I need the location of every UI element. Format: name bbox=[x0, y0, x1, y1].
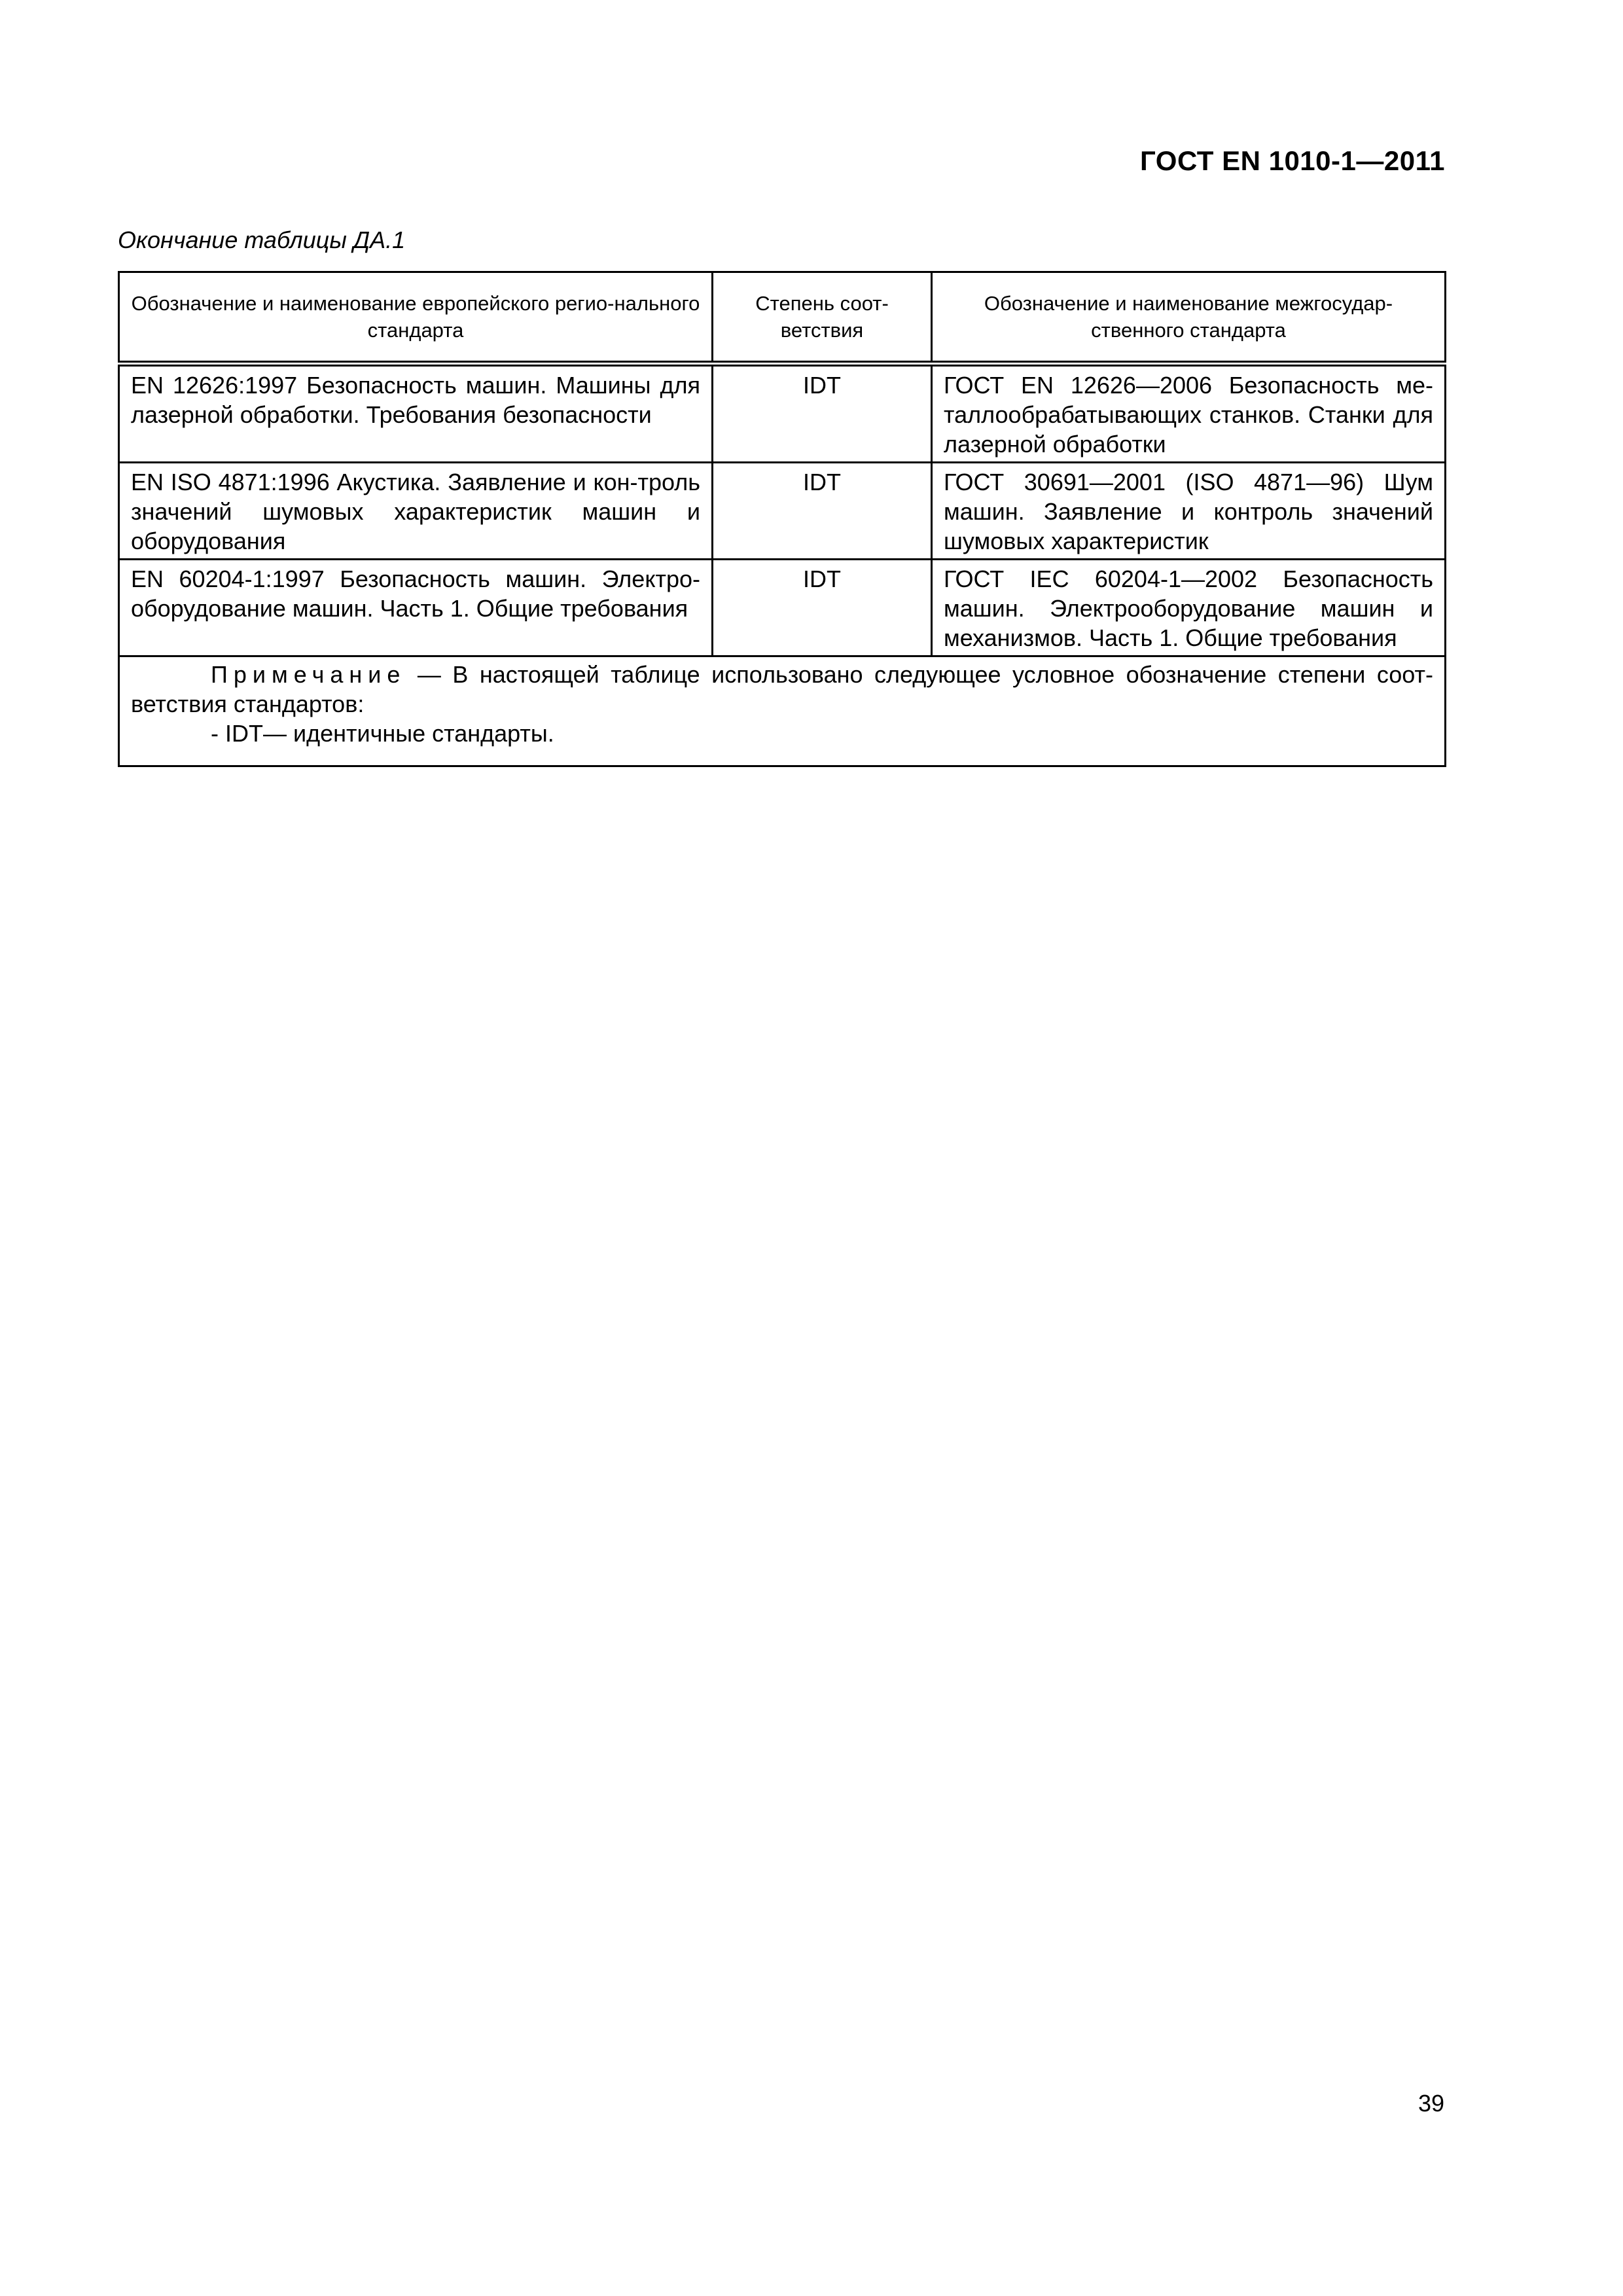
interstate-standard-cell: ГОСТ IEC 60204-1—2002 Безопасность машин. Электрооборудование машин и механизмов. Часть 1. Общие требования bbox=[932, 560, 1446, 656]
table-caption: Окончание таблицы ДА.1 bbox=[118, 226, 406, 253]
table-note bbox=[119, 656, 1446, 766]
table-note-row bbox=[119, 656, 1446, 766]
degree-cell: IDT bbox=[713, 560, 932, 656]
european-standard-cell: EN 60204-1:1997 Безопасность машин. Электро-оборудование машин. Часть 1. Общие требования bbox=[119, 560, 713, 656]
page-number: 39 bbox=[1418, 2090, 1444, 2117]
european-standard-cell: EN 12626:1997 Безопасность машин. Машины для лазерной обработки. Требования безопасности bbox=[119, 364, 713, 463]
document-designation: ГОСТ EN 1010-1—2011 bbox=[1140, 145, 1445, 176]
table-row bbox=[119, 364, 1446, 463]
standards-correspondence-table bbox=[118, 271, 1446, 767]
interstate-standard-cell: ГОСТ 30691—2001 (ISO 4871—96) Шум машин. Заявление и контроль значений шумовых характеристик bbox=[932, 463, 1446, 560]
note-text bbox=[131, 660, 1433, 719]
column-header-interstate-standard: Обозначение и наименование межгосудар-ственного стандарта bbox=[932, 272, 1446, 364]
interstate-standard-cell: ГОСТ EN 12626—2006 Безопасность ме-таллообрабатывающих станков. Станки для лазерной обработки bbox=[932, 364, 1446, 463]
table-row bbox=[119, 560, 1446, 656]
degree-cell: IDT bbox=[713, 463, 932, 560]
column-header-degree: Степень соот-ветствия bbox=[713, 272, 932, 364]
note-body: — В настоящей таблице использовано следующее условное обозначение степени соот-ветствия стандартов: bbox=[131, 661, 1433, 717]
table-row bbox=[119, 463, 1446, 560]
european-standard-cell: EN ISO 4871:1996 Акустика. Заявление и кон-троль значений шумовых характеристик машин и оборудования bbox=[119, 463, 713, 560]
degree-cell: IDT bbox=[713, 364, 932, 463]
column-header-european-standard: Обозначение и наименование европейского регио-нального стандарта bbox=[119, 272, 713, 364]
note-item: - IDT— идентичные стандарты. bbox=[211, 720, 554, 747]
table-header-row bbox=[119, 272, 1446, 364]
note-label: Примечание bbox=[211, 661, 406, 688]
